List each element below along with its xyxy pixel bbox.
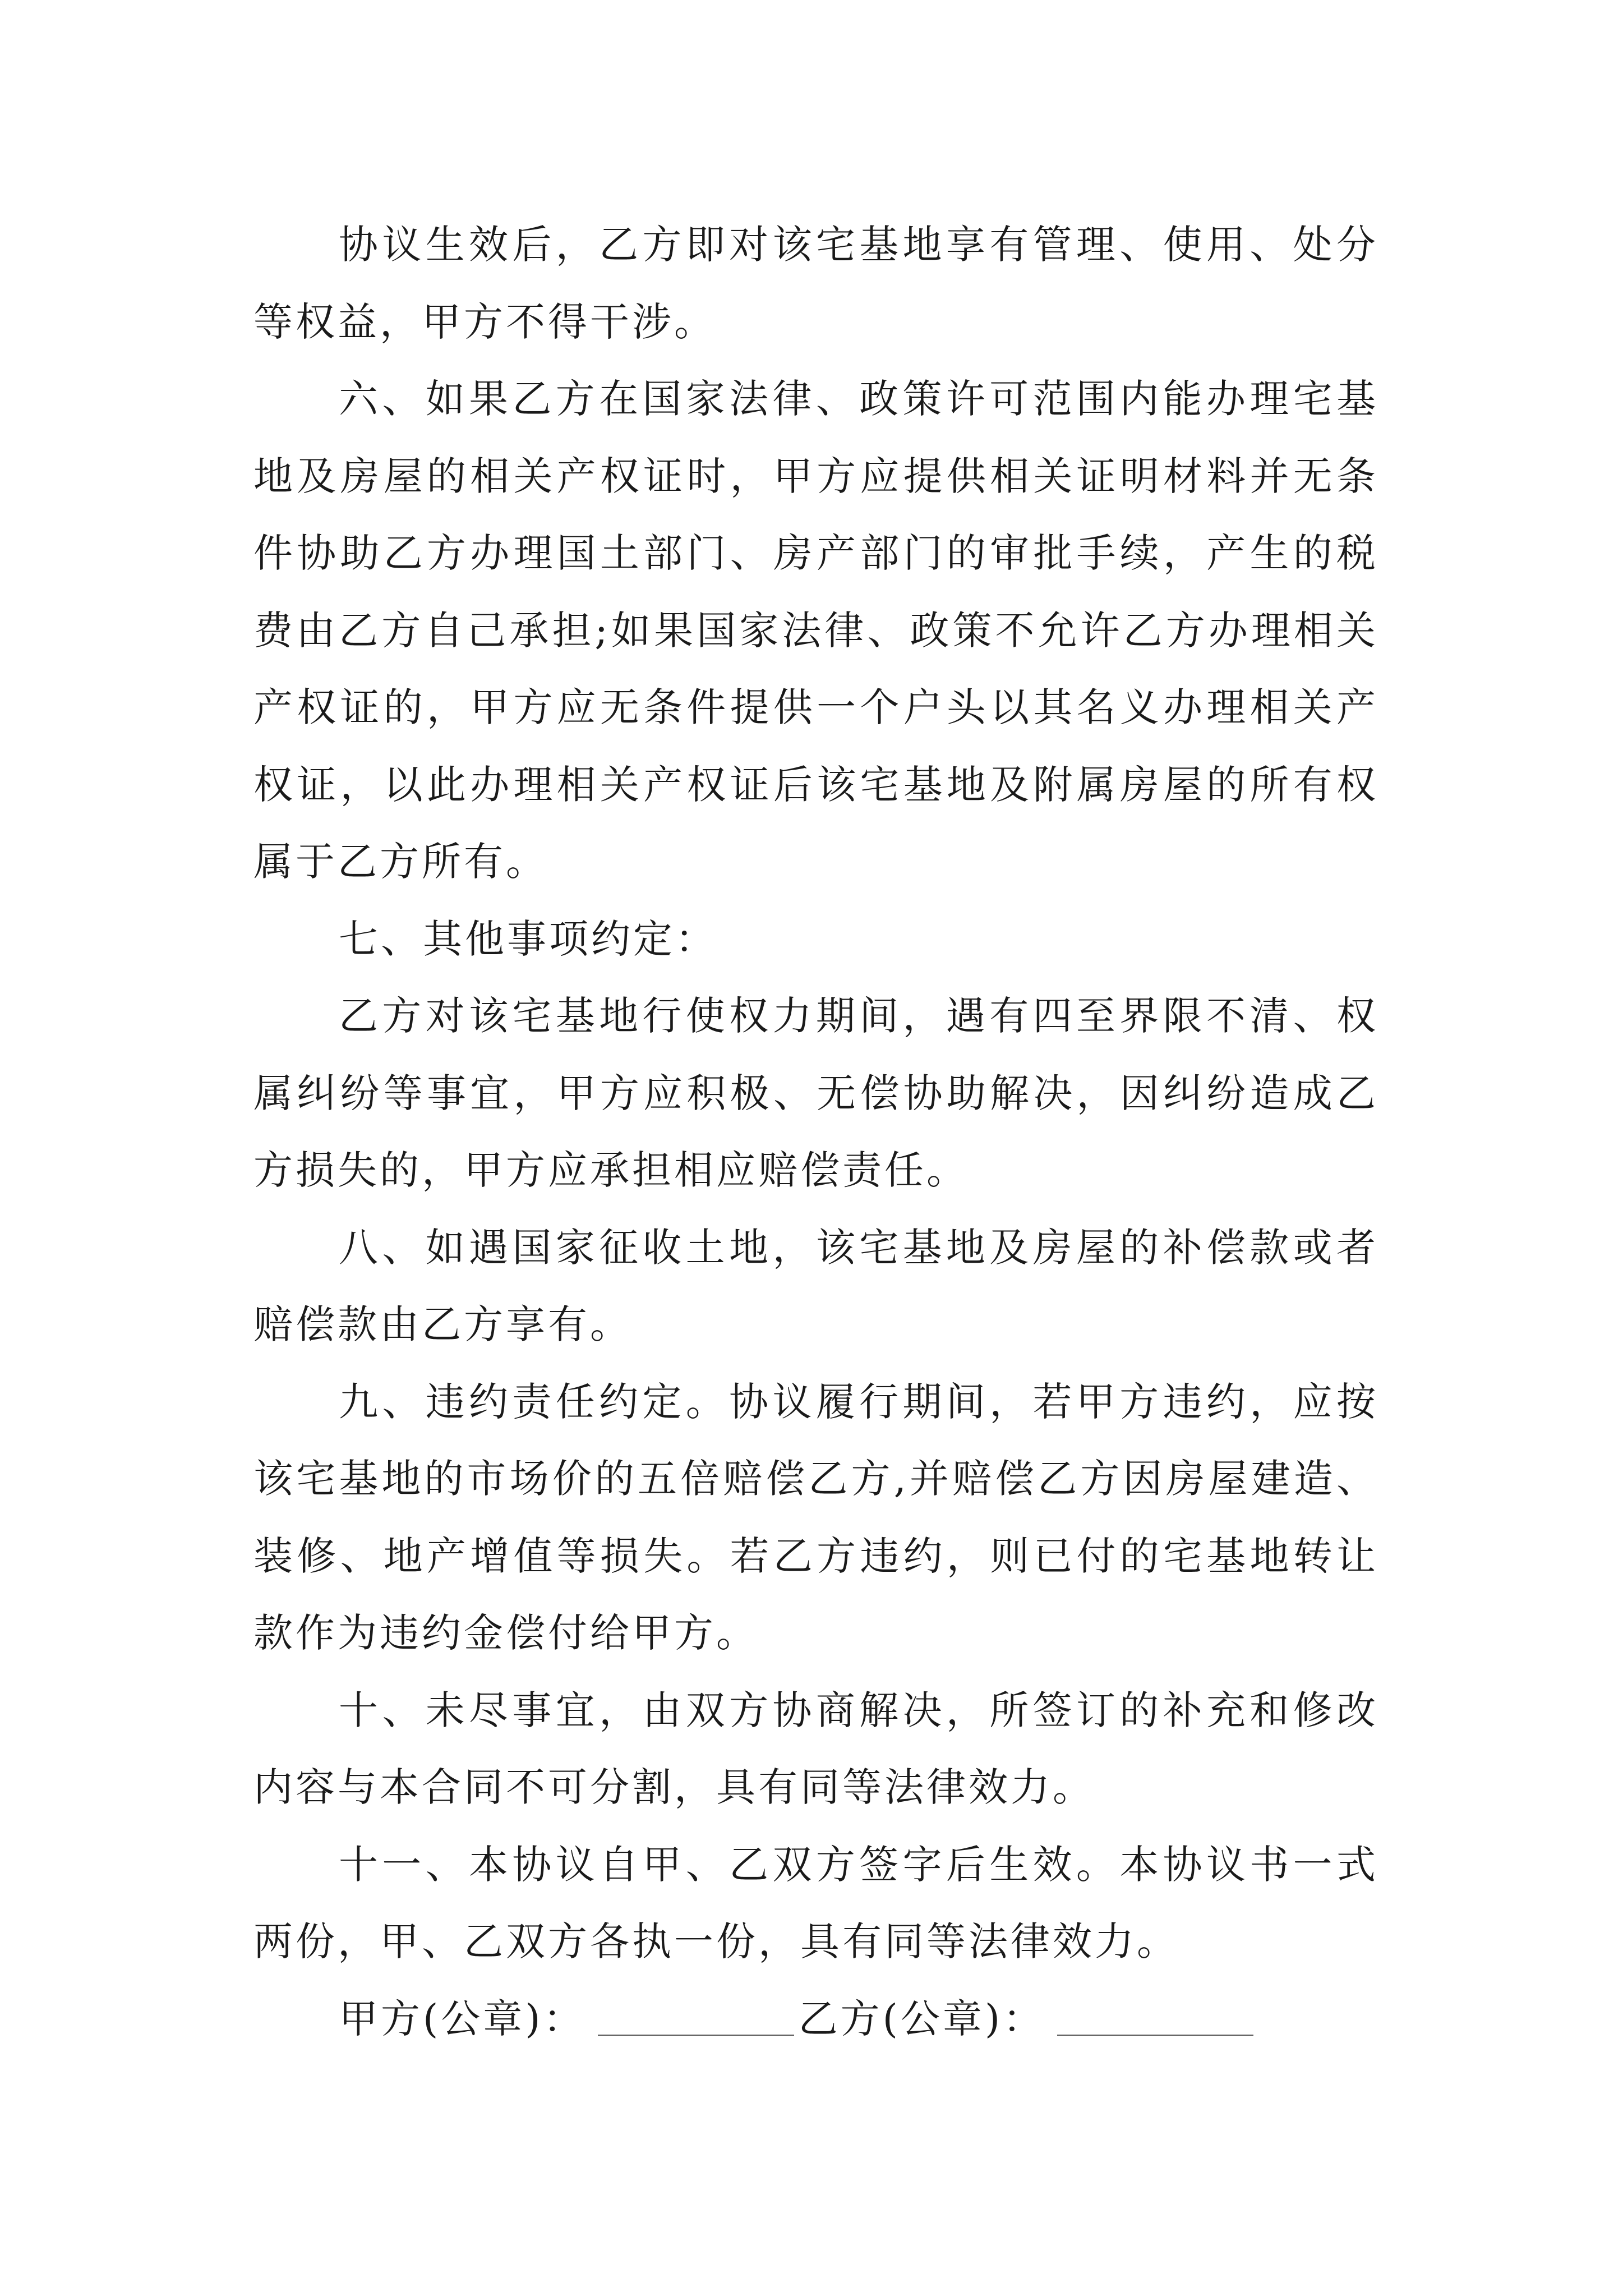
paragraph-clause-6-property-certificate: 六、如果乙方在国家法律、政策许可范围内能办理宅基地及房屋的相关产权证时，甲方应提供相关证明材料并无条件协助乙方办理国土部门、房产部门的审批手续，产生的税费由乙方自己承担;如果国家法律、政策不允许乙方办理相关产权证的，甲方应无条件提供一个户头以其名义办理相关产权证，以此办理相关产权证后该宅基地及附属房屋的所有权属于乙方所有。 [253, 376, 1378, 885]
paragraph-clause-8-compensation: 八、如遇国家征收土地，该宅基地及房屋的补偿款或者赔偿款由乙方享有。 [253, 1224, 1378, 1347]
paragraph-clause-7-disputes: 乙方对该宅基地行使权力期间，遇有四至界限不清、权属纠纷等事宜，甲方应积极、无偿协助解决，因纠纷造成乙方损失的，甲方应承担相应赔偿责任。 [253, 993, 1378, 1193]
party-a-signature-line[interactable] [598, 1995, 794, 2036]
paragraph-clause-10-unsettled-matters: 十、未尽事宜，由双方协商解决，所签订的补充和修改内容与本合同不可分割，具有同等法律效力。 [253, 1687, 1378, 1810]
party-b-signature-line[interactable] [1057, 1995, 1253, 2036]
party-a-seal-label: 甲方(公章)： [339, 1995, 585, 2042]
paragraph-clause-9-breach: 九、违约责任约定。协议履行期间，若甲方违约，应按该宅基地的市场价的五倍赔偿乙方,并赔偿乙方因房屋建造、装修、地产增值等损失。若乙方违约，则已付的宅基地转让款作为违约金偿付给甲方。 [253, 1378, 1378, 1656]
party-b-seal-label: 乙方(公章)： [798, 1995, 1045, 2042]
signature-row [253, 1981, 1378, 2058]
document-page [253, 206, 1378, 2058]
paragraph-clause-11-effectiveness: 十一、本协议自甲、乙双方签字后生效。本协议书一式两份，甲、乙双方各执一份，具有同等法律效力。 [253, 1841, 1378, 1964]
paragraph-rights-after-effect: 协议生效后，乙方即对该宅基地享有管理、使用、处分等权益，甲方不得干涉。 [253, 222, 1378, 345]
paragraph-clause-7-heading: 七、其他事项约定： [339, 915, 717, 962]
